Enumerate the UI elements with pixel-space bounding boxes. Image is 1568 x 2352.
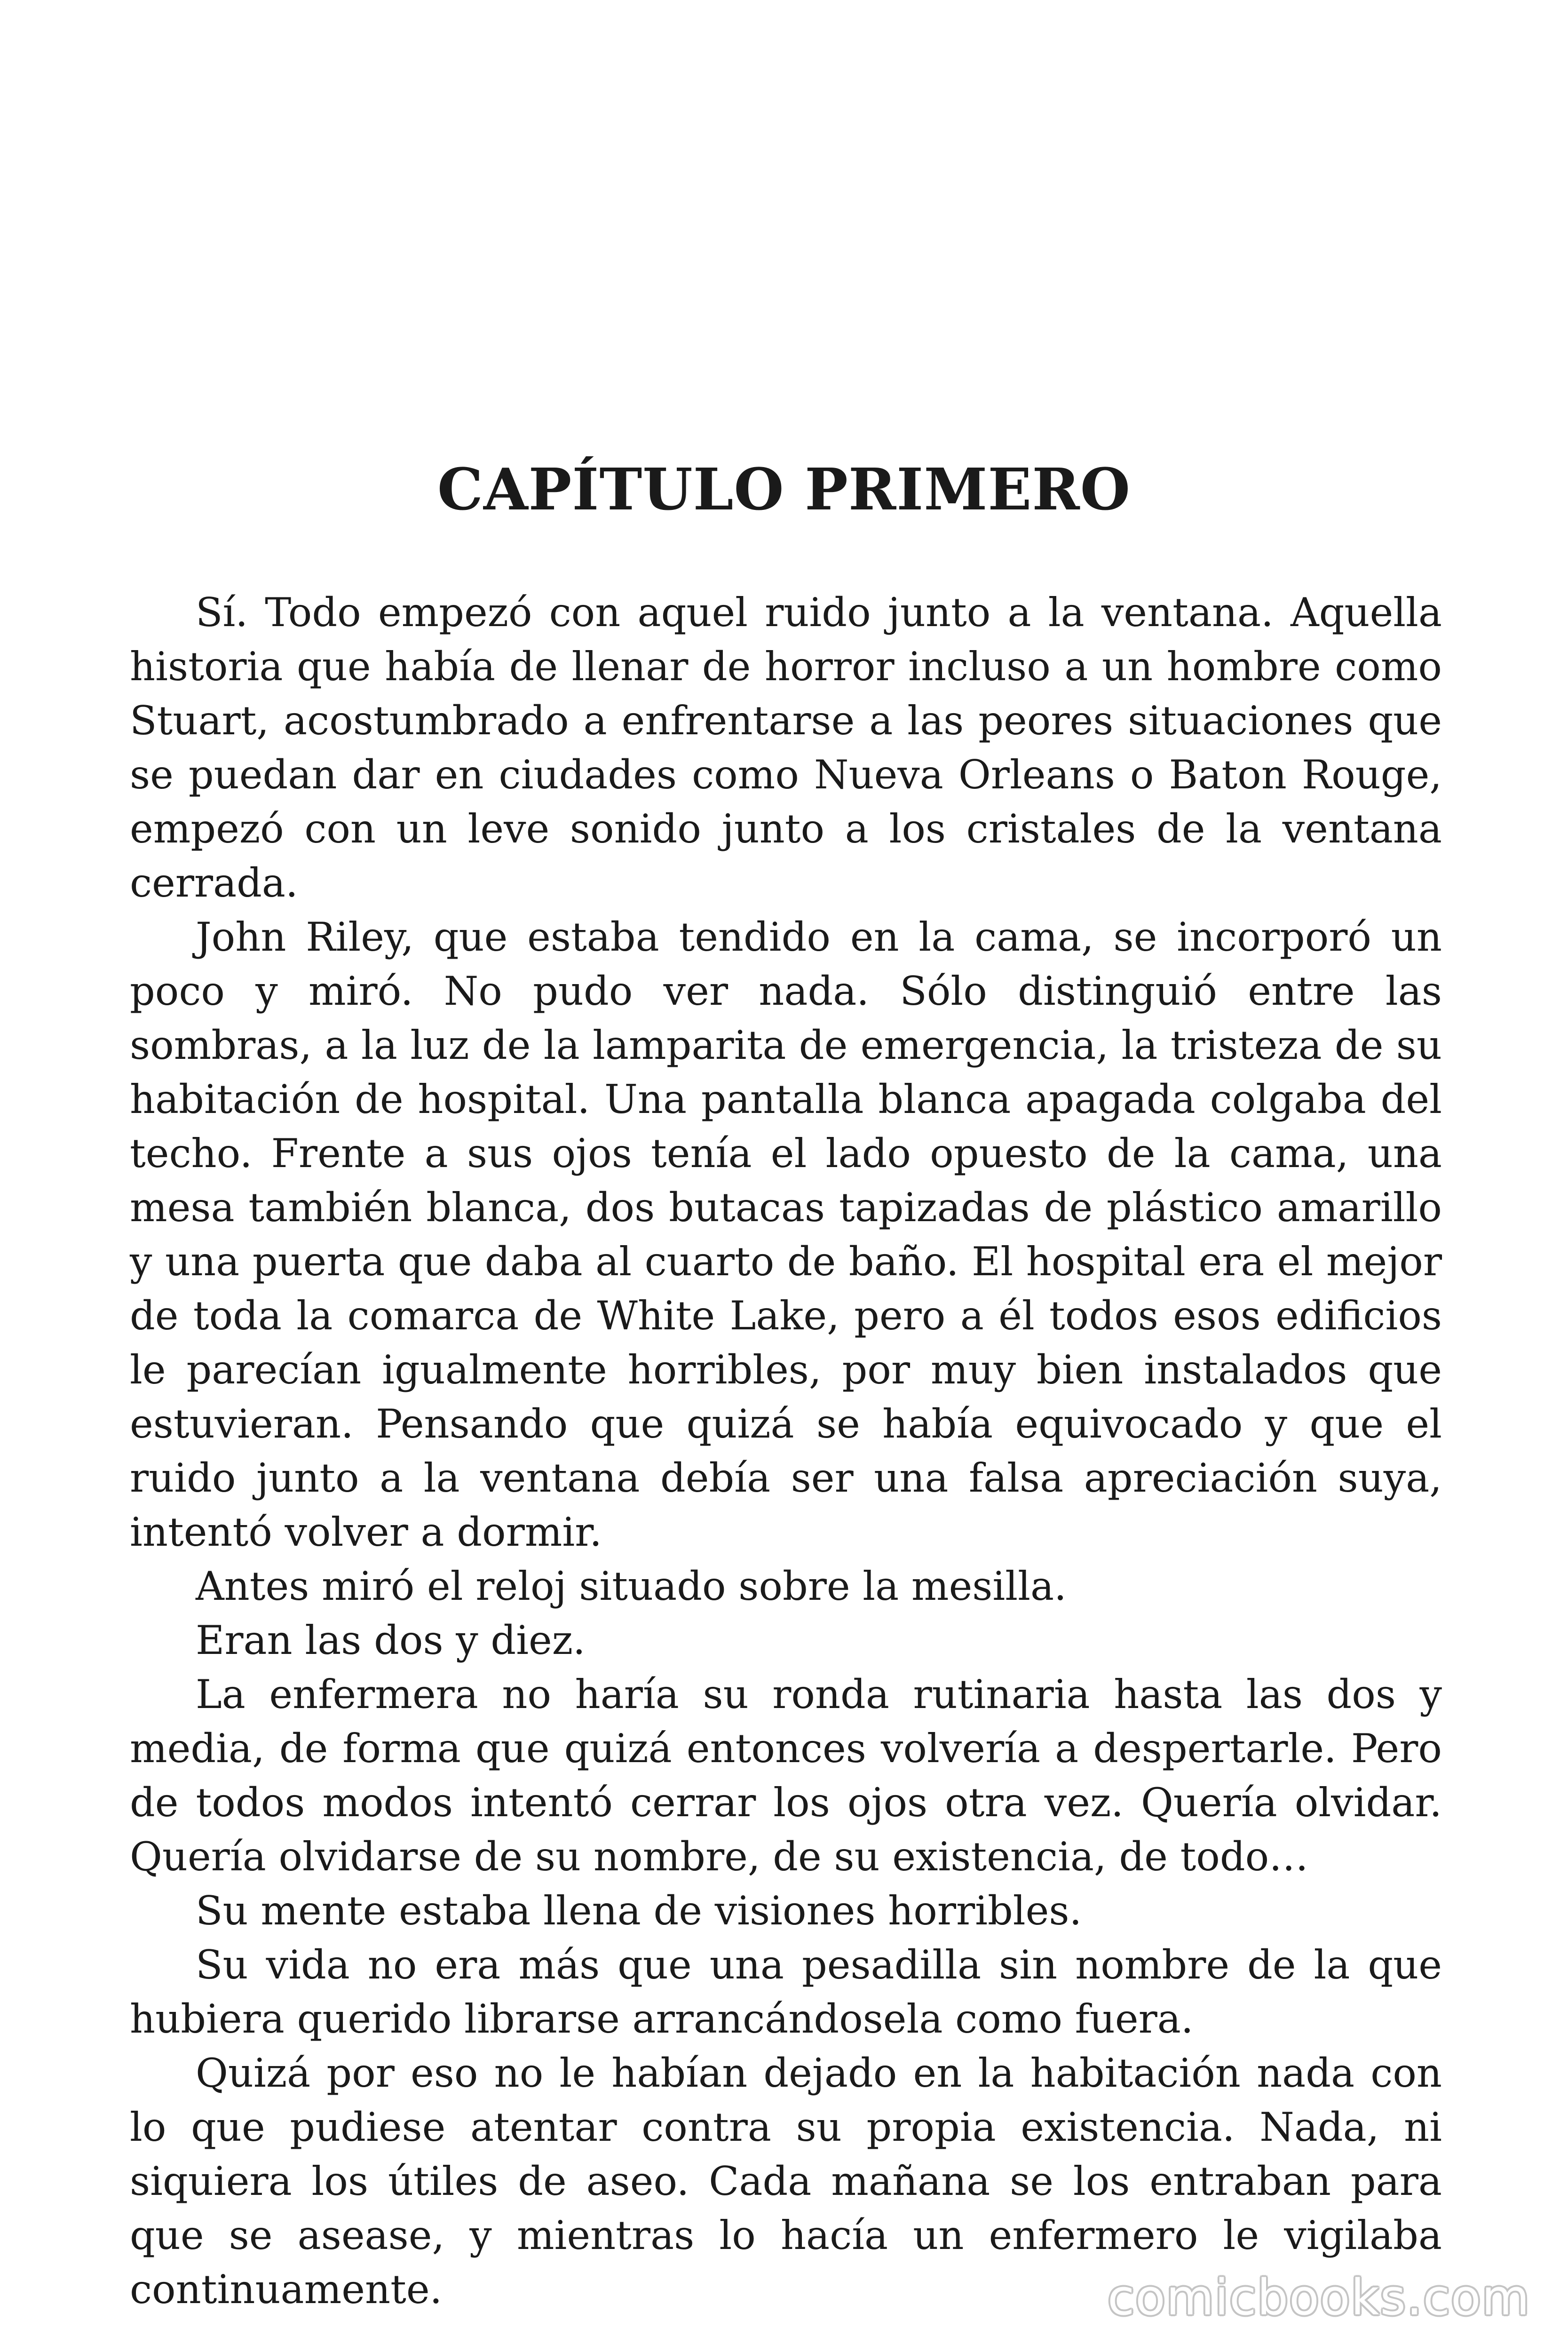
paragraph: John Riley, que estaba tendido en la cama, se incorporó un poco y miró. No pudo ver nada. Sólo distinguió entre las sombras, a la luz de la lamparita de emergencia, la tristeza de su habitación de hospital. Una pantalla blanca apagada colgaba del techo. Frente a sus ojos tenía el lado opuesto de la cama, una mesa también blanca, dos butacas tapizadas de plástico amarillo y una puerta que daba al cuarto de baño. El hospital era el mejor de toda la comarca de White Lake, pero a él todos esos edificios le parecían igualmente horribles, por muy bien instalados que estuvieran. Pensando que quizá se había equivocado y que el ruido junto a la ventana debía ser una falsa apreciación suya, intentó volver a dormir. [130, 914, 1442, 1555]
watermark: comicbooks.com [1107, 2269, 1530, 2326]
paragraph: Su vida no era más que una pesadilla sin nombre de la que hubiera querido librarse arrancándosela como fuera. [130, 1942, 1442, 2042]
paragraph: Eran las dos y diez. [196, 1617, 586, 1663]
paragraph: Quizá por eso no le habían dejado en la habitación nada con lo que pudiese atentar contra su propia existencia. Nada, ni siquiera los útiles de aseo. Cada mañana se los entraban para que se asease, y mientras lo hacía un enfermero le vigilaba continuamente. [130, 2050, 1442, 2312]
paragraph: La enfermera no haría su ronda rutinaria hasta las dos y media, de forma que quizá entonces volvería a despertarle. Pero de todos modos intentó cerrar los ojos otra vez. Quería olvidar. Quería olvidarse de su nombre, de su existencia, de todo… [130, 1671, 1442, 1880]
paragraph: Su mente estaba llena de visiones horribles. [196, 1888, 1082, 1934]
paragraph: Antes miró el reloj situado sobre la mesilla. [196, 1563, 1067, 1609]
chapter-title: CAPÍTULO PRIMERO [437, 455, 1131, 523]
chapter-body [130, 586, 1442, 2317]
paragraph: Sí. Todo empezó con aquel ruido junto a la ventana. Aquella historia que había de llenar de horror incluso a un hombre como Stuart, acostumbrado a enfrentarse a las peores situaciones que se puedan dar en ciudades como Nueva Orleans o Baton Rouge, empezó con un leve sonido junto a los cristales de la ventana cerrada. [130, 589, 1442, 906]
